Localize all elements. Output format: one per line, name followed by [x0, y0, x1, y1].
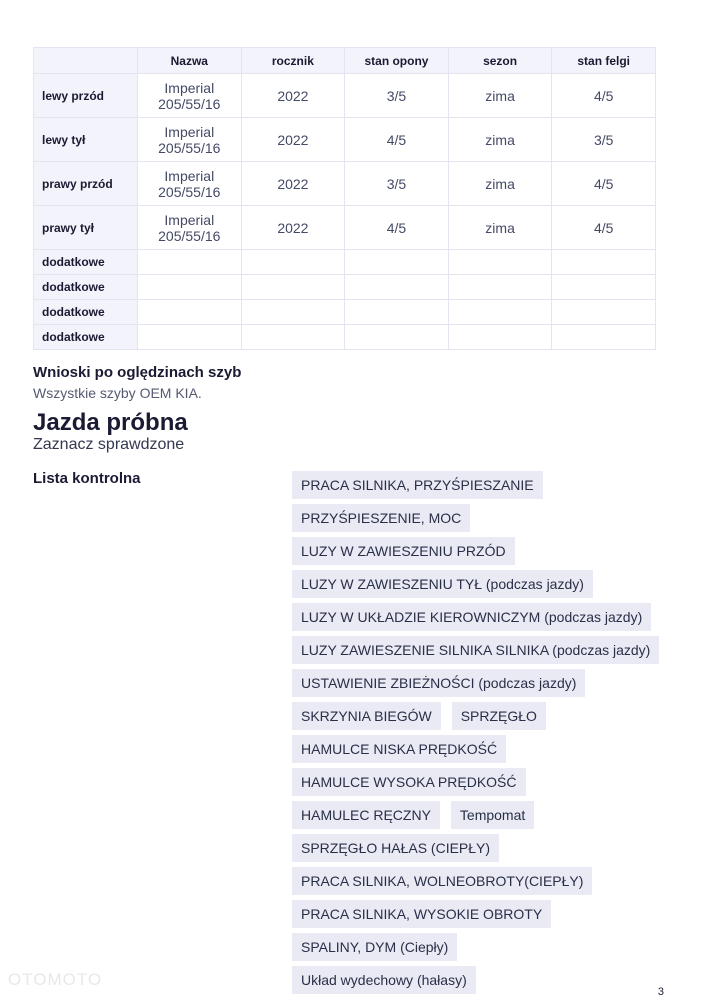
table-row: [34, 162, 656, 206]
test-drive-subtitle: Zaznacz sprawdzone: [33, 436, 185, 453]
checklist-item[interactable]: LUZY W ZAWIESZENIU TYŁ (podczas jazdy): [292, 570, 593, 598]
tire-size: 205/55/16: [158, 139, 221, 156]
empty-cell: [345, 300, 449, 325]
tire-name-cell: [138, 162, 242, 206]
header-tire-condition: stan opony: [345, 48, 449, 74]
checklist-item[interactable]: LUZY ZAWIESZENIE SILNIKA SILNIKA (podczas jazdy): [292, 636, 659, 664]
season-cell: zima: [448, 74, 552, 118]
checklist-item[interactable]: Tempomat: [451, 801, 534, 829]
tire-name-cell: [138, 206, 242, 250]
season-cell: zima: [448, 206, 552, 250]
checklist-item[interactable]: PRACA SILNIKA, WYSOKIE OBROTY: [292, 900, 551, 928]
season-cell: zima: [448, 162, 552, 206]
rim-condition-cell: 3/5: [552, 118, 656, 162]
checklist-item[interactable]: PRACA SILNIKA, WOLNEOBROTY(CIEPŁY): [292, 867, 592, 895]
watermark-logo: OTOMOTO: [8, 970, 103, 989]
table-row-extra: [34, 275, 656, 300]
row-label: lewy tył: [34, 118, 138, 162]
empty-cell: [138, 325, 242, 350]
checklist-item[interactable]: PRZYŚPIESZENIE, MOC: [292, 504, 470, 532]
year-cell: 2022: [241, 206, 345, 250]
empty-cell: [448, 275, 552, 300]
tire-brand: Imperial: [164, 123, 215, 140]
row-label: dodatkowe: [34, 250, 138, 275]
test-drive-title: Jazda próbna: [33, 409, 188, 436]
row-label: prawy tył: [34, 206, 138, 250]
year-cell: 2022: [241, 162, 345, 206]
checklist-item[interactable]: SKRZYNIA BIEGÓW: [292, 702, 441, 730]
season-cell: zima: [448, 118, 552, 162]
header-season: sezon: [448, 48, 552, 74]
row-label: dodatkowe: [34, 275, 138, 300]
checklist-item[interactable]: SPRZĘGŁO HAŁAS (CIEPŁY): [292, 834, 499, 862]
empty-cell: [345, 275, 449, 300]
tire-name-cell: [138, 74, 242, 118]
tire-condition-cell: 4/5: [345, 206, 449, 250]
empty-cell: [345, 325, 449, 350]
tire-brand: Imperial: [164, 167, 215, 184]
empty-cell: [241, 275, 345, 300]
glass-conclusions-text: Wszystkie szyby OEM KIA.: [33, 385, 202, 401]
empty-cell: [552, 325, 656, 350]
header-year: rocznik: [241, 48, 345, 74]
empty-cell: [552, 275, 656, 300]
empty-cell: [345, 250, 449, 275]
row-label: lewy przód: [34, 74, 138, 118]
rim-condition-cell: 4/5: [552, 206, 656, 250]
tire-brand: Imperial: [164, 79, 215, 96]
rim-condition-cell: 4/5: [552, 162, 656, 206]
empty-cell: [241, 250, 345, 275]
header-name: Nazwa: [138, 48, 242, 74]
row-label: dodatkowe: [34, 300, 138, 325]
tire-brand: Imperial: [164, 211, 215, 228]
tire-condition-cell: 4/5: [345, 118, 449, 162]
table-header-row: [34, 48, 656, 74]
empty-cell: [448, 325, 552, 350]
empty-cell: [138, 300, 242, 325]
empty-cell: [552, 300, 656, 325]
year-cell: 2022: [241, 118, 345, 162]
checklist-item[interactable]: USTAWIENIE ZBIEŻNOŚCI (podczas jazdy): [292, 669, 585, 697]
checklist-item[interactable]: SPALINY, DYM (Ciepły): [292, 933, 457, 961]
page-number: 3: [657, 986, 664, 998]
checklist-item[interactable]: LUZY W UKŁADZIE KIEROWNICZYM (podczas jazdy): [292, 603, 651, 631]
tire-size: 205/55/16: [158, 227, 221, 244]
table-row-extra: [34, 300, 656, 325]
rim-condition-cell: 4/5: [552, 74, 656, 118]
table-row-extra: [34, 325, 656, 350]
checklist-item[interactable]: LUZY W ZAWIESZENIU PRZÓD: [292, 537, 515, 565]
header-rim-condition: stan felgi: [552, 48, 656, 74]
empty-cell: [241, 325, 345, 350]
tire-condition-cell: 3/5: [345, 162, 449, 206]
tire-size: 205/55/16: [158, 183, 221, 200]
table-row: [34, 118, 656, 162]
tire-size: 205/55/16: [158, 95, 221, 112]
tire-name-cell: [138, 118, 242, 162]
table-row-extra: [34, 250, 656, 275]
empty-cell: [138, 275, 242, 300]
empty-cell: [448, 250, 552, 275]
row-label: prawy przód: [34, 162, 138, 206]
checklist-item[interactable]: HAMULCE NISKA PRĘDKOŚĆ: [292, 735, 506, 763]
checklist-title: Lista kontrolna: [33, 470, 141, 487]
tire-condition-cell: 3/5: [345, 74, 449, 118]
row-label: dodatkowe: [34, 325, 138, 350]
glass-conclusions-title: Wnioski po oględzinach szyb: [33, 364, 242, 381]
checklist-item[interactable]: HAMULCE WYSOKA PRĘDKOŚĆ: [292, 768, 526, 796]
tire-table: [33, 47, 656, 350]
checklist-item[interactable]: SPRZĘGŁO: [452, 702, 546, 730]
empty-cell: [138, 250, 242, 275]
empty-cell: [241, 300, 345, 325]
checklist-item[interactable]: Układ wydechowy (hałasy): [292, 966, 476, 994]
empty-cell: [552, 250, 656, 275]
checklist-item[interactable]: PRACA SILNIKA, PRZYŚPIESZANIE: [292, 471, 543, 499]
header-corner: [34, 48, 138, 74]
year-cell: 2022: [241, 74, 345, 118]
checklist-item[interactable]: HAMULEC RĘCZNY: [292, 801, 440, 829]
table-row: [34, 206, 656, 250]
empty-cell: [448, 300, 552, 325]
table-row: [34, 74, 656, 118]
checklist: [292, 471, 652, 994]
